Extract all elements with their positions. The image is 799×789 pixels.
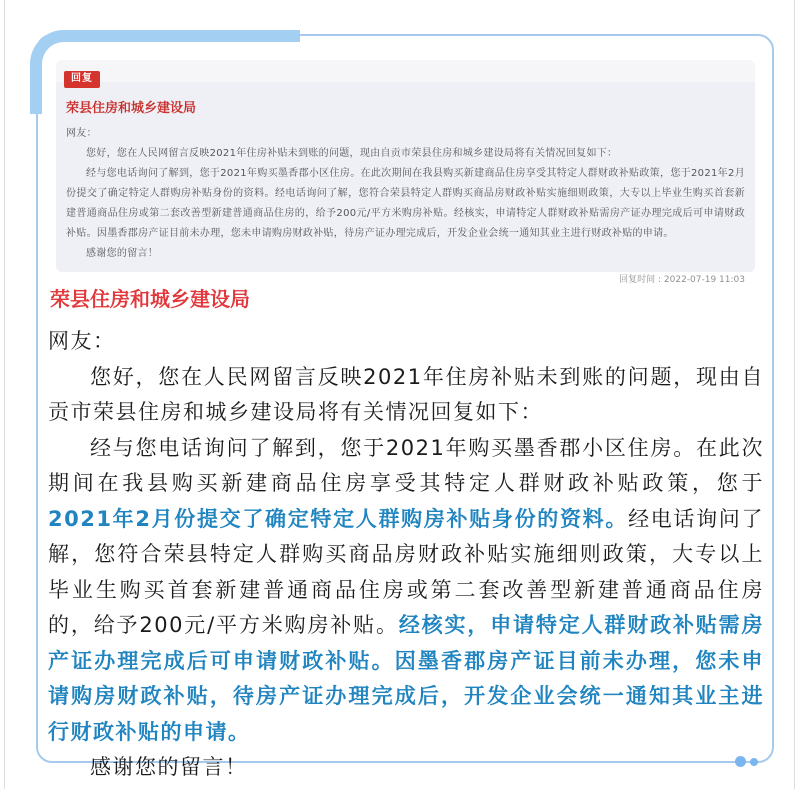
reply-screenshot-card: [56, 60, 755, 285]
reply-card-title: 荣县住房和城乡建设局: [66, 101, 197, 116]
main-salutation: 网友：: [48, 329, 116, 353]
main-paragraph-1: 您好，您在人民网留言反映2021年住房补贴未到账的问题，现由自贡市荣县住房和城乡建设局将有关情况回复如下：: [48, 364, 764, 424]
reply-card-body: [66, 124, 745, 264]
decorative-dot-small: [750, 758, 758, 766]
para2-segment-highlight-1: 2021年2月份提交了确定特定人群购房补贴身份的资料。: [48, 506, 629, 531]
para2-segment-plain-1: 经与您电话询问了解到，您于2021年购买墨香郡小区住房。在此次期间在我县购买新建商品住房享受其特定人群财政补贴政策，您于: [48, 435, 764, 495]
page-edge-line-right: [794, 0, 795, 789]
para2-segment-plain-2: 经电话询问了解，您符合荣县特定人群购买商品房财政补贴实施细则政策，大专以上毕业生购买首套新建普通商品住房或第二套改善型新建普通商品住房的，给予200元/平方米购房补贴。: [48, 506, 764, 637]
reply-full-text: [48, 288, 764, 786]
decorative-dot-large: [735, 756, 746, 767]
reply-card-salutation: 网友：: [66, 128, 97, 139]
main-paragraph-2: [48, 431, 764, 751]
para2-segment-highlight-2: 经核实，申请特定人群财政补贴需房产证办理完成后可申请财政补贴。因墨香郡房产证目前未办理，您未申请购房财政补贴，待房产证办理完成后，开发企业会统一通知其业主进行财政补贴的申请。: [48, 613, 764, 744]
main-closing: 感谢您的留言！: [90, 755, 248, 779]
reply-card-closing: 感谢您的留言！: [86, 248, 159, 259]
main-title: 荣县住房和城乡建设局: [50, 287, 250, 311]
content-panel: [36, 34, 774, 779]
reply-time: 回复时间 : 2022-07-19 11:03: [619, 275, 745, 285]
reply-badge: 回复: [64, 71, 100, 88]
reply-card-paragraph-1: 您好，您在人民网留言反映2021年住房补贴未到账的问题，现由自贡市荣县住房和城乡建设局将有关情况回复如下：: [86, 148, 618, 159]
reply-card-paragraph-2: 经与您电话询问了解到，您于2021年购买墨香郡小区住房。在此次期间在我县购买新建商品住房享受其特定人群财政补贴政策，您于2021年2月份提交了确定特定人群购房补贴身份的资料。经电话询问了解，您符合荣县特定人群购买商品房财政补贴实施细则政策，大专以上毕业生购买首套新建普通商品住房或第二套改善型新建普通商品住房的，给予200元/平方米购房补贴。经核实，申请特定人群财政补贴需房产证办理完成后可申请财政补贴。因墨香郡房产证目前未办理，您未申请购房财政补贴，待房产证办理完成后，开发企业会统一通知其业主进行财政补贴的申请。: [66, 168, 745, 239]
main-body: [48, 324, 764, 786]
page-edge-line-left: [4, 0, 5, 789]
